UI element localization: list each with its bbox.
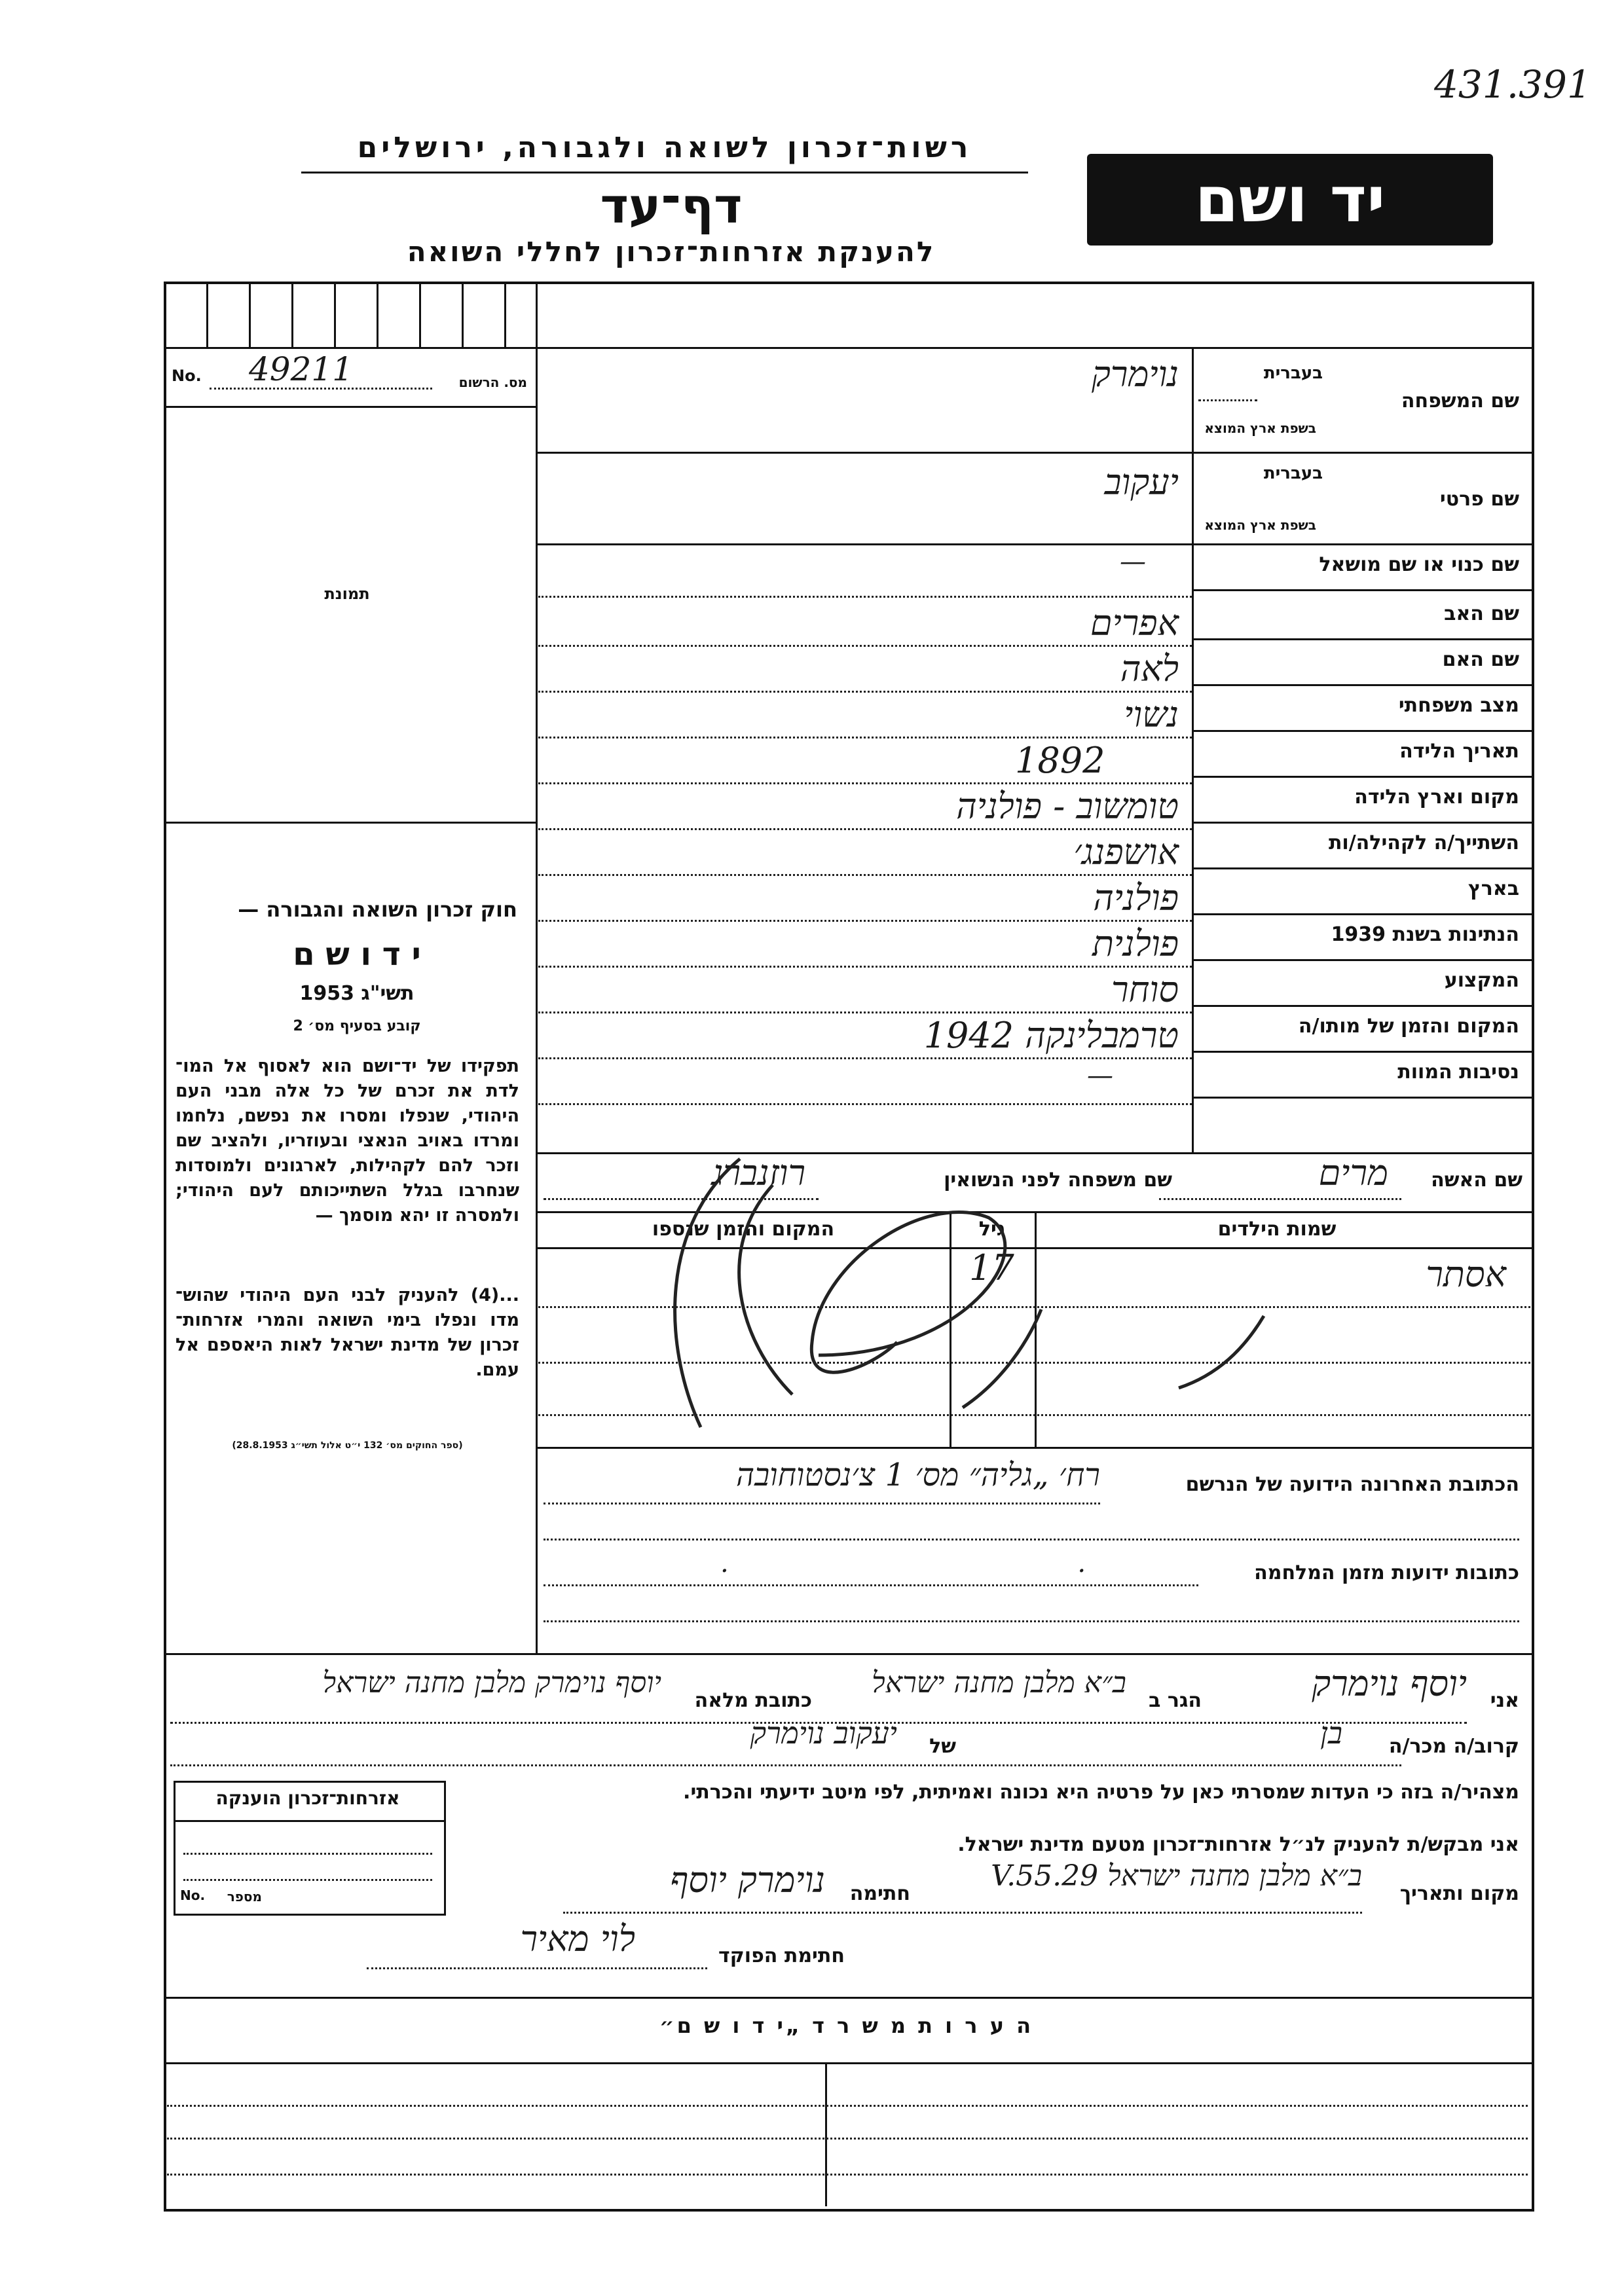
marital-value: נשוי bbox=[1124, 694, 1179, 735]
law-name: י ד ו ש ם bbox=[293, 936, 421, 973]
form-subtitle: להענקת אזרחות־זכרון לחללי השואה bbox=[407, 236, 936, 268]
yad-vashem-logo bbox=[1087, 154, 1493, 246]
maiden-name-label: שם משפחה לפני הנשואין bbox=[944, 1169, 1172, 1192]
death-place-label: המקום והזמן של מותו/ה bbox=[1298, 1015, 1519, 1038]
mother-label: שם האם bbox=[1442, 648, 1519, 671]
reg-no-prefix: No. bbox=[172, 367, 202, 385]
first-name-hebrew-label: בעברית bbox=[1263, 464, 1323, 483]
last-address-value: רח׳ „גליה״ מס׳ 1 צ׳נסטוחובה bbox=[736, 1457, 1100, 1493]
nickname-value: — bbox=[1120, 547, 1146, 577]
birth-place-value: טומשוב - פולניה bbox=[956, 786, 1179, 827]
surname-hebrew-label: בעברית bbox=[1263, 363, 1323, 383]
first-name-origin-label: בשפת ארץ המוצא bbox=[1204, 517, 1316, 533]
dash-mark bbox=[1166, 1309, 1297, 1394]
profession-label: המקצוע bbox=[1444, 969, 1519, 992]
community-value: אושפנג׳ bbox=[1073, 831, 1179, 873]
mother-value: לאה bbox=[1120, 648, 1179, 689]
witness-name-value: יוסף נוימרק bbox=[1312, 1663, 1467, 1704]
authority-name: רשות־זכרון לשואה ולגבורה, ירושלים bbox=[357, 131, 972, 164]
declaration-text: מצהיר/ה בזה כי העדות שמסרתי כאן על פרטיה היא נכונה ואמיתית, לפי מיטב ידיעתי והכרתי. bbox=[683, 1781, 1519, 1804]
officer-signature-label: חתימת הפוקד bbox=[718, 1944, 845, 1967]
child-age-value: 17 bbox=[969, 1247, 1014, 1288]
surname-value: נוימרק bbox=[1092, 354, 1179, 395]
witness-signature-value: נוימרק יוסף bbox=[670, 1859, 825, 1901]
form-title: דף־עד bbox=[600, 178, 743, 234]
law-body: תפקידו של יד־ושם הוא לאסוף אל המו־ לדת את זכרם של כל אלה מבני העם היהודי, שנפלו ומסרו את נפשם, נלחמו ומרדו באויב הנאצי ובעוזריו, ולהציב שם וזכר להם לקהילות, לארגונים ולמוסדות שנחרבו בגלל השתייכותם לעם היהודי; ולמסרה זו יהא מוסמך — bbox=[175, 1056, 519, 1226]
birth-date-value: 1892 bbox=[1015, 740, 1105, 781]
country-value: פולניה bbox=[1093, 877, 1179, 919]
reg-no-label: מס. הרשום bbox=[458, 374, 527, 390]
wife-name-label: שם האשה bbox=[1431, 1169, 1522, 1192]
archive-number: 431.391 bbox=[1434, 62, 1591, 107]
law-year: תשי"ג 1953 bbox=[299, 982, 415, 1005]
last-address-label: הכתובת האחרונה הידועה של הנרשם bbox=[1185, 1473, 1519, 1496]
child-name-value: אסתר bbox=[1426, 1254, 1506, 1295]
of-label: של bbox=[929, 1735, 956, 1758]
marital-label: מצב משפחתי bbox=[1398, 694, 1519, 717]
box-no-label: מספר bbox=[227, 1889, 262, 1904]
officer-signature-value: לוי מאיר bbox=[520, 1918, 635, 1959]
country-label: בארץ bbox=[1467, 877, 1519, 900]
profession-value: סוחר bbox=[1111, 969, 1179, 1010]
death-circumstances-value: — bbox=[1087, 1061, 1113, 1091]
relation-of-value: יעקוב נוימרק bbox=[750, 1715, 897, 1751]
surname-label: שם המשפחה bbox=[1401, 390, 1519, 412]
full-address-label: כתובת מלאה bbox=[694, 1689, 812, 1712]
law-clause: ...(4) להעניק לבני העם היהודי שהוש־ מדו ונפלו בימי השואה והמרי אזרחות־ זכרון של מדינת ישראל לאות היאספם אל עמם. bbox=[175, 1285, 519, 1380]
death-circumstances-label: נסיבות המוות bbox=[1397, 1061, 1519, 1084]
children-death-label: המקום והזמן שנספו bbox=[652, 1218, 835, 1241]
request-text: אני מבקש/ת להעניק לנ״ל אזרחות־זכרון מטעם מדינת ישראל. bbox=[957, 1833, 1519, 1856]
place-date-value: ב״א מלבן מחנה ישראל 29.V.55 bbox=[991, 1859, 1362, 1893]
box-no-prefix: No. bbox=[180, 1887, 206, 1903]
logo-text: יד ושם bbox=[1194, 163, 1386, 236]
age-label: גיל bbox=[978, 1218, 1006, 1241]
death-place-value: טרמבלינקה 1942 bbox=[923, 1015, 1179, 1056]
wife-name-value: מרים bbox=[1318, 1152, 1388, 1194]
first-name-label: שם פרטי bbox=[1439, 488, 1519, 511]
law-section: קובע בסעיף מס׳ 2 bbox=[293, 1018, 421, 1034]
i-am-label: אני bbox=[1490, 1689, 1519, 1712]
children-names-label: שמות הילדים bbox=[1217, 1218, 1337, 1241]
witness-residence-value: ב״א מלבן מחנה ישראל bbox=[872, 1666, 1126, 1700]
photo-label: תמונת bbox=[324, 585, 370, 603]
office-remarks-title: ה ע ר ו ת מ ש ר ד „י ד ו ש ם״ bbox=[659, 2013, 1034, 2038]
reg-no-value: 49211 bbox=[249, 350, 354, 388]
scribble-mark bbox=[622, 1146, 1080, 1447]
nickname-label: שם כנוי או שם מושאל bbox=[1319, 553, 1519, 576]
relation-value: בן bbox=[1320, 1715, 1342, 1751]
relative-label: קרוב/ה מכר/ה bbox=[1388, 1735, 1519, 1758]
wartime-addresses-value: . . bbox=[720, 1548, 1257, 1578]
place-date-label: מקום ותאריך bbox=[1399, 1882, 1519, 1905]
father-label: שם האב bbox=[1444, 602, 1519, 625]
birth-place-label: מקום וארץ הלידה bbox=[1354, 786, 1519, 809]
residing-label: הגר ב bbox=[1149, 1689, 1202, 1712]
father-value: אפרים bbox=[1090, 602, 1179, 644]
witness-full-address-value: יוסף נוימרק מלבן מחנה ישראל bbox=[322, 1666, 661, 1700]
citizenship-label: הנתינות בשנת 1939 bbox=[1331, 923, 1519, 946]
surname-origin-label: בשפת ארץ המוצא bbox=[1204, 420, 1316, 436]
birth-date-label: תאריך הלידה bbox=[1399, 740, 1519, 763]
law-source: (ספר החוקים מס׳ 132 י״ט אלול תשי״ג 28.8.1953) bbox=[232, 1440, 463, 1451]
citizenship-box-title: אזרחות־זכרון הוענקה bbox=[215, 1787, 400, 1809]
community-label: השתייך/ה לקהילה/ות bbox=[1328, 831, 1519, 854]
wartime-addresses-label: כתובות ידועות מזמן המלחמה bbox=[1254, 1561, 1519, 1584]
law-title: חוק זכרון השואה והגבורה — bbox=[238, 897, 517, 922]
maiden-name-value: רוזנברג bbox=[711, 1152, 805, 1194]
signature-label: חתימה bbox=[849, 1882, 910, 1905]
citizenship-value: פולנית bbox=[1092, 923, 1179, 964]
first-name-value: יעקוב bbox=[1104, 462, 1179, 503]
